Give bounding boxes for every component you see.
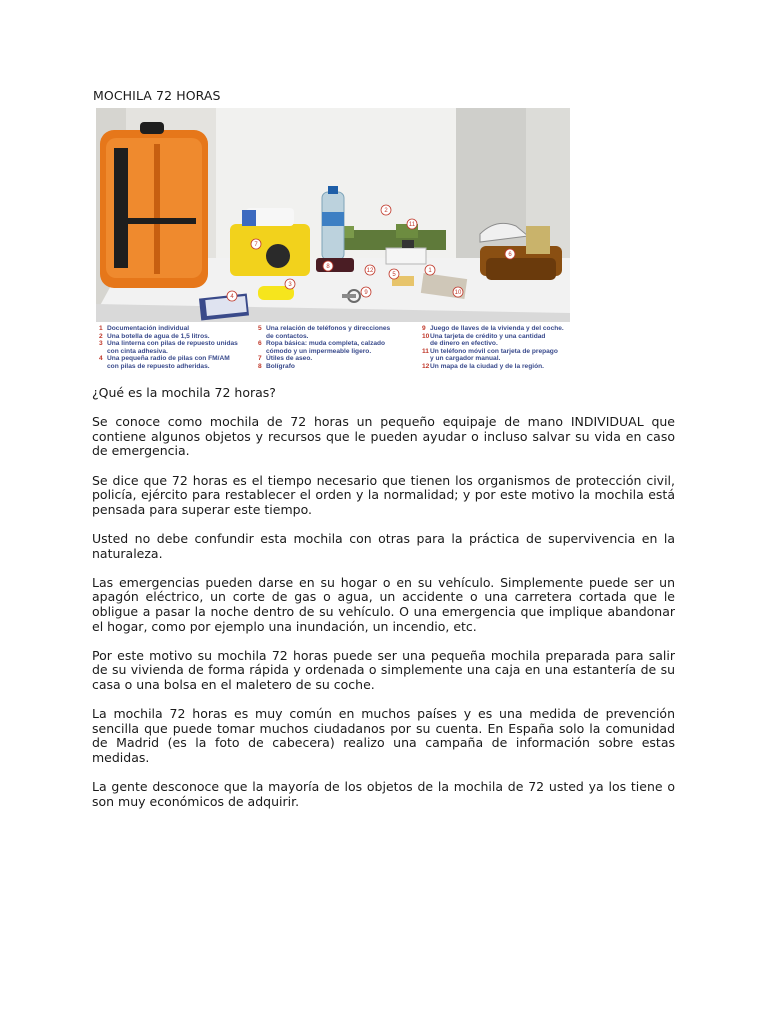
callout-label: 1 [428,268,432,274]
section-question: ¿Qué es la mochila 72 horas? [92,385,276,400]
paragraph: Se dice que 72 horas es el tiempo necesario que tienen los organismos de protección civil, policía, ejército para restablecer el orden y la normalidad; y por este motivo la mochila está pensada para superar este tiempo. [92,472,675,517]
callout-label: 5 [392,272,396,278]
legend-item [99,355,238,370]
legend-column [99,325,238,371]
backpack-photo [96,108,570,322]
legend-item [99,325,238,333]
paragraph: La gente desconoce que la mayoría de los objetos de la mochila de 72 usted ya los tiene o son muy económicos de adquirir. [92,779,675,809]
legend-number: 6 [258,340,262,348]
callout-label: 12 [366,268,374,274]
backpack-photo-illustration [96,108,570,322]
legend-text: Un mapa de la ciudad y de la región. [430,362,544,370]
paragraph: Las emergencias pueden darse en su hogar o en su vehículo. Simplemente puede ser un apagón eléctrico, un corte de gas o agua, un accidente o una carretera cortada que le obligue a pasar la noche dentro de su vehículo. O una emergencia que implique abandonar el hogar, como por ejemplo una inundación, un incendio, etc. [92,574,675,634]
callout-label: 9 [364,290,368,296]
legend-number: 11 [422,347,429,355]
legend-number: 5 [258,325,262,332]
callout-label: 3 [288,282,292,288]
legend-text: Una pequeña radio de pilas con FM/AM con pilas de repuesto adheridas. [107,355,230,370]
legend-number: 10 [422,332,430,340]
callout-label: 7 [254,242,258,248]
legend-text: Bolígrafo [266,362,295,370]
legend-number: 9 [422,325,426,332]
legend-column [422,325,564,371]
legend-item [258,340,390,355]
paragraph: La mochila 72 horas es muy común en muchos países y es una medida de prevención sencilla que puede tomar muchos ciudadanos por su cuenta. En España solo la comunidad de Madrid (es la foto de cabecera) realizo una campaña de información sobre estas medidas. [92,706,675,765]
legend-item [258,363,390,371]
legend-number: 7 [258,355,262,363]
legend-item [258,355,390,363]
legend-text: Útiles de aseo. [266,355,313,363]
legend-text: Un teléfono móvil con tarjeta de prepago y un cargador manual. [430,347,558,363]
paragraph: Por este motivo su mochila 72 horas puede ser una pequeña mochila preparada para salir de su vivienda de forma rápida y ordenada o simplemente una caja en una estantería de su casa o una bolsa en el maletero de su coche. [92,647,675,692]
legend-item [99,340,238,355]
legend-item [422,333,564,348]
callout-label: 10 [454,290,462,296]
callout-label: 2 [384,208,388,214]
legend-number: 8 [258,362,262,370]
legend-text: Una relación de teléfonos y direcciones de contactos. [266,325,391,340]
paragraph: Se conoce como mochila de 72 horas un pequeño equipaje de mano INDIVIDUAL que contiene algunos objetos y recursos que le pueden ayudar o incluso salvar su vida en caso de emergencia. [92,414,675,459]
legend-text: Ropa básica: muda completa, calzado cómodo y un impermeable ligero. [266,340,386,355]
legend-number: 1 [99,325,103,332]
legend-item [422,325,564,333]
paragraph: Usted no debe confundir esta mochila con otras para la práctica de supervivencia en la naturaleza. [92,530,675,561]
legend-number: 3 [99,340,103,348]
legend-item [422,363,564,371]
legend-item [422,348,564,363]
legend-text: Una tarjeta de crédito y una cantidad de dinero en efectivo. [430,332,546,348]
legend-number: 4 [99,355,103,363]
legend-item [99,333,238,341]
legend-number: 2 [99,332,103,340]
callout-label: 6 [508,252,512,258]
document-body [92,386,675,824]
legend-text: Una botella de agua de 1,5 litros. [107,332,210,340]
legend-text: Una linterna con pilas de repuesto unidas con cinta adhesiva. [107,340,238,355]
legend-column [258,325,390,371]
legend-text: Documentación individual [107,325,190,332]
figure-legend [96,324,570,384]
callout-label: 4 [230,294,234,300]
backpack-figure [96,108,570,384]
legend-item [258,325,390,340]
legend-number: 12 [422,362,430,370]
document-title: MOCHILA 72 HORAS [93,88,221,103]
legend-text: Juego de llaves de la vivienda y del coche. [430,325,564,332]
callout-label: 8 [326,264,330,270]
callout-label: 11 [408,222,416,228]
